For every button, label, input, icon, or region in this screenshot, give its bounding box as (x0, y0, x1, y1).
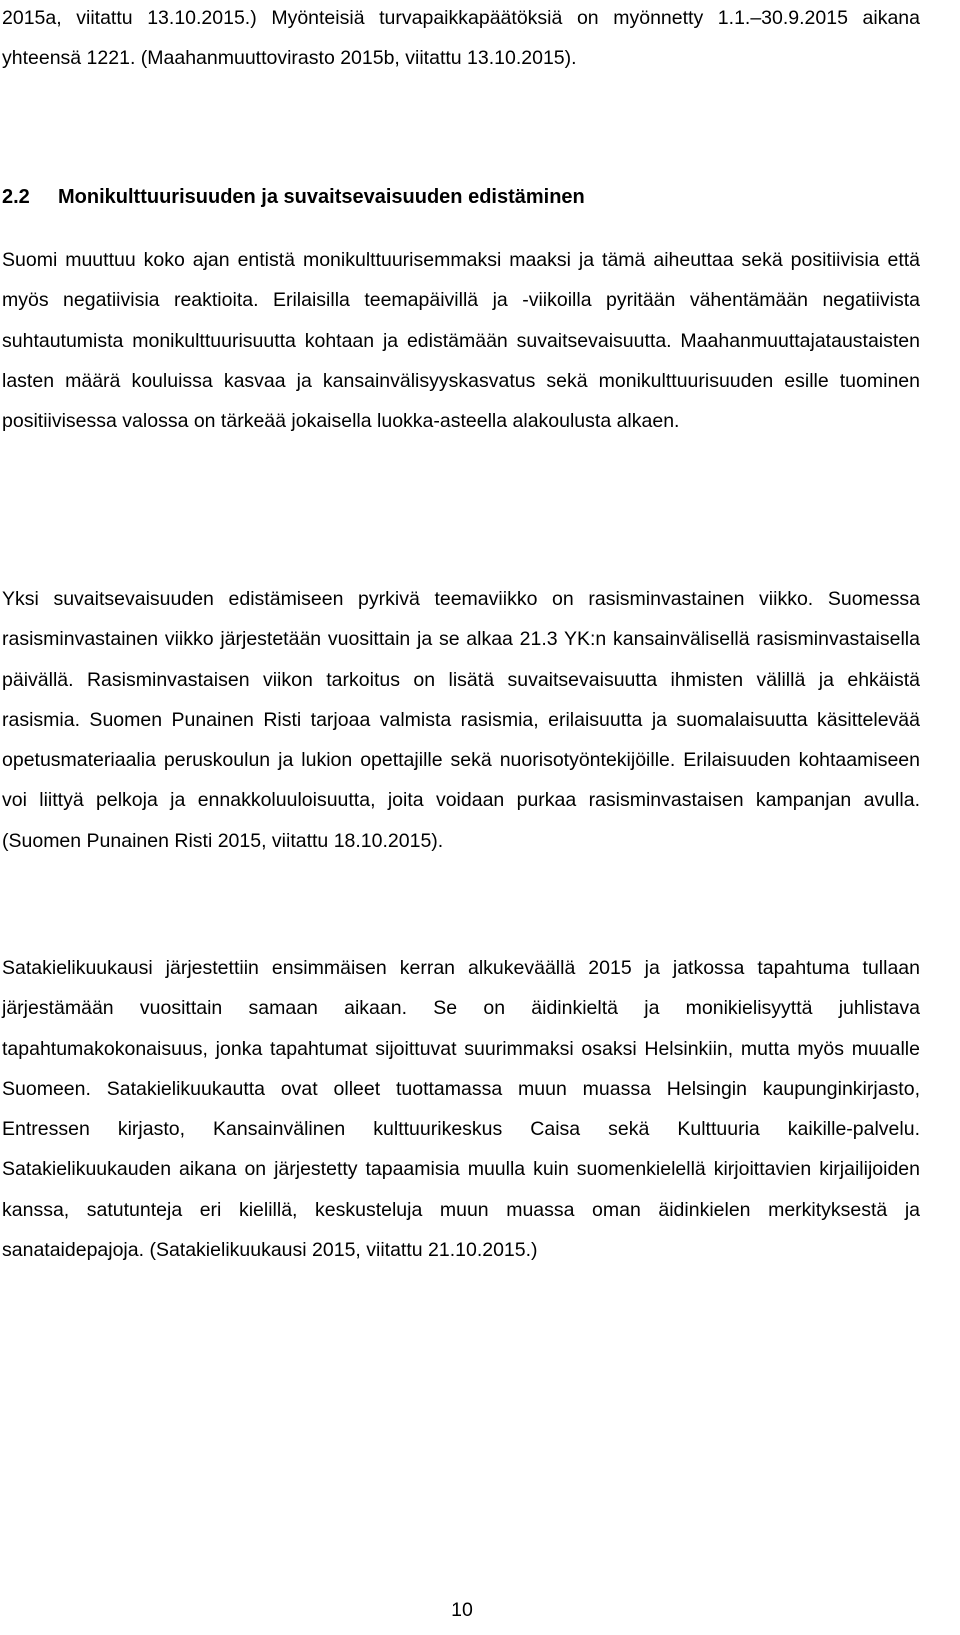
section-number: 2.2 (2, 186, 30, 208)
carryover-paragraph: 2015a, viitattu 13.10.2015.) Myönteisiä turvapaikkapäätöksiä on myönnetty 1.1.–30.9.2015 aikana yhteensä 1221. (Maahanmuuttovirasto 2015b, viitattu 13.10.2015). (2, 7, 920, 70)
section-heading (2, 177, 585, 217)
paragraph-multiculturalism: Suomi muuttuu koko ajan entistä monikulttuurisemmaksi maaksi ja tämä aiheuttaa sekä positiivisia että myös negatiivisia reaktioita. Erilaisilla teemapäivillä ja -viikoilla pyritään vähentämään negatiivista suhtautumista monikulttuurisuutta kohtaan ja edistämään suvaitsevaisuutta. Maahanmuuttajataustaisten lasten määrä kouluissa kasvaa ja kansainvälisyyskasvatus sekä monikulttuurisuuden esille tuominen positiivisessa valossa on tärkeää jokaisella luokka-asteella alakoulusta alkaen. (2, 249, 920, 433)
section-title: Monikulttuurisuuden ja suvaitsevaisuuden edistäminen (58, 186, 585, 208)
page-number: 10 (451, 1599, 473, 1621)
paragraph-anti-racism-week: Yksi suvaitsevaisuuden edistämiseen pyrkivä teemaviikko on rasisminvastainen viikko. Suomessa rasisminvastainen viikko järjestetään vuosittain ja se alkaa 21.3 YK:n kansainvälisellä rasisminvastaisella päivällä. Rasisminvastaisen viikon tarkoitus on lisätä suvaitsevaisuutta ihmisten välillä ja ehkäistä rasismia. Suomen Punainen Risti tarjoaa valmista rasismia, erilaisuutta ja suomalaisuutta käsittelevää opetusmateriaalia peruskoulun ja lukion opettajille sekä nuorisotyöntekijöille. Erilaisuuden kohtaamiseen voi liittyä pelkoja ja ennakkoluuloisuutta, joita voidaan purkaa rasisminvastaisen kampanjan avulla. (Suomen Punainen Risti 2015, viitattu 18.10.2015). (2, 588, 920, 852)
paragraph-nightingale-month: Satakielikuukausi järjestettiin ensimmäisen kerran alkukeväällä 2015 ja jatkossa tapahtuma tullaan järjestämään vuosittain samaan aikaan. Se on äidinkieltä ja monikielisyyttä juhlistava tapahtumakokonaisuus, jonka tapahtumat sijoittuvat suurimmaksi osaksi Helsinkiin, mutta myös muualle Suomeen. Satakielikuukautta ovat olleet tuottamassa muun muassa Helsingin kaupunginkirjasto, Entressen kirjasto, Kansainvälinen kulttuurikeskus Caisa sekä Kulttuuria kaikille-palvelu. Satakielikuukauden aikana on järjestetty tapaamisia muulla kuin suomenkielellä kirjoittavien kirjailijoiden kanssa, satutunteja eri kielillä, keskusteluja muun muassa oman äidinkielen merkityksestä ja sanataidepajoja. (Satakielikuukausi 2015, viitattu 21.10.2015.) (2, 957, 920, 1262)
